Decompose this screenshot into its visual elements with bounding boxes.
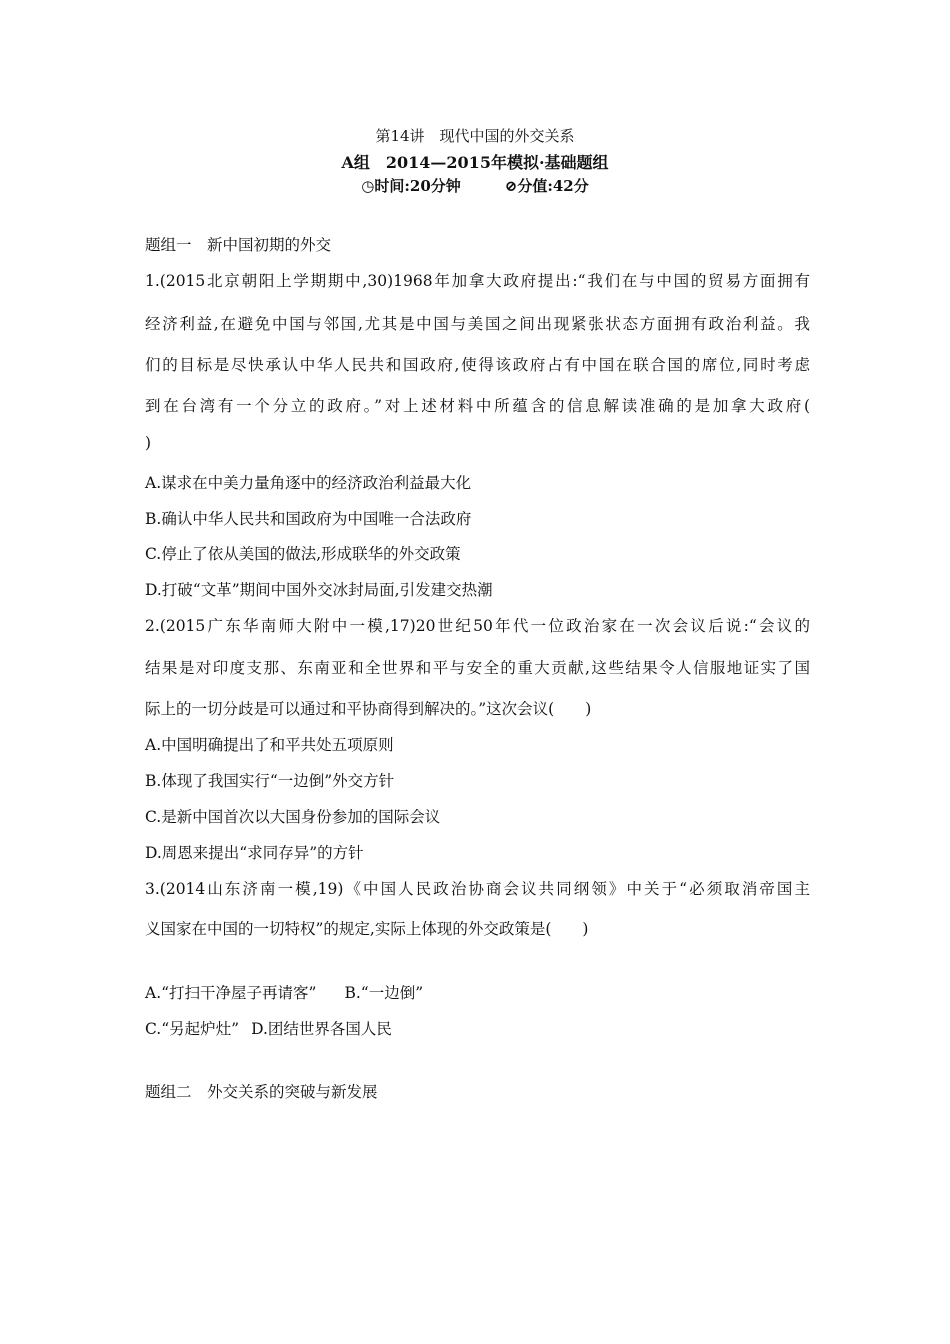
section-title-1: 题组一 新中国初期的外交 <box>145 236 332 254</box>
q2-option-a: A.中国明确提出了和平共处五项原则 <box>145 736 394 754</box>
q3-line-2: 义国家在中国的一切特权”的规定,实际上体现的外交政策是( ) <box>145 920 589 938</box>
q2-line-3: 际上的一切分歧是可以通过和平协商得到解决的。”这次会议( ) <box>145 700 592 718</box>
group-title: A组 2014—2015年模拟·基础题组 <box>341 153 609 172</box>
q3-options-row-1 <box>145 981 423 1003</box>
q2-option-d: D.周恩来提出“求同存异”的方针 <box>145 844 364 862</box>
q1-line-3: 们的目标是尽快承认中华人民共和国政府,使得该政府占有中国在联合国的席位,同时考虑 <box>145 356 810 374</box>
q2-line-1: 2.(2015广东华南师大附中一模,17)20世纪50年代一位政治家在一次会议后说:“会议的 <box>145 617 810 635</box>
lecture-title: 第14讲 现代中国的外交关系 <box>375 127 575 145</box>
q1-line-1: 1.(2015北京朝阳上学期期中,30)1968年加拿大政府提出:“我们在与中国的贸易方面拥有 <box>145 272 810 290</box>
q3-option-a: A.“打扫干净屋子再请客” <box>145 984 317 1002</box>
q1-option-c: C.停止了依从美国的做法,形成联华的外交政策 <box>145 545 461 563</box>
q3-option-c: C.“另起炉灶” <box>145 1020 240 1038</box>
q2-option-c: C.是新中国首次以大国身份参加的国际会议 <box>145 808 441 826</box>
score-label: ⊘分值:42分 <box>504 177 589 195</box>
q3-option-d: D.团结世界各国人民 <box>251 1020 392 1038</box>
q3-line-1: 3.(2014山东济南一模,19)《中国人民政治协商会议共同纲领》中关于“必须取消帝国主 <box>145 880 810 898</box>
q2-option-b: B.体现了我国实行“一边倒”外交方针 <box>145 772 395 790</box>
time-score-line <box>0 175 950 196</box>
q1-line-2: 经济利益,在避免中国与邻国,尤其是中国与美国之间出现紧张状态方面拥有政治利益。我 <box>145 315 810 333</box>
q2-line-2: 结果是对印度支那、东南亚和全世界和平与安全的重大贡献,这些结果令人信服地证实了国 <box>145 659 810 677</box>
q1-option-d: D.打破“文革”期间中国外交冰封局面,引发建交热潮 <box>145 581 493 599</box>
q1-line-5: ) <box>145 434 152 452</box>
q1-option-a: A.谋求在中美力量角逐中的经济政治利益最大化 <box>145 474 472 492</box>
q3-options-row-2 <box>145 1017 392 1039</box>
q1-option-b: B.确认中华人民共和国政府为中国唯一合法政府 <box>145 510 472 528</box>
section-title-2: 题组二 外交关系的突破与新发展 <box>145 1083 378 1101</box>
q1-line-4: 到在台湾有一个分立的政府。”对上述材料中所蕴含的信息解读准确的是加拿大政府( <box>145 397 810 415</box>
time-label: ◷时间:20分钟 <box>361 177 461 195</box>
q3-option-b: B.“一边倒” <box>344 984 424 1002</box>
